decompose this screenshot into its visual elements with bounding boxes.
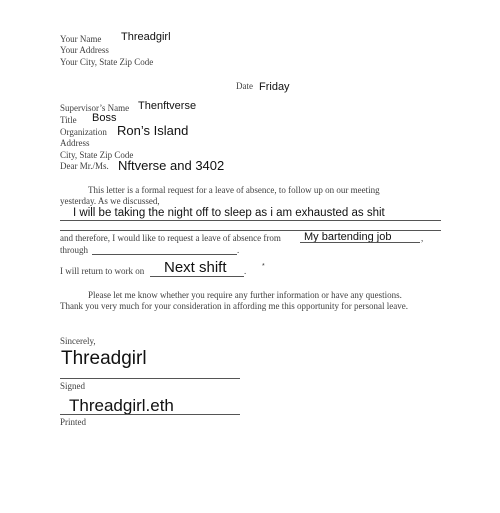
return-tail: . — [244, 266, 247, 276]
signature-line — [60, 378, 240, 379]
through-label: through — [60, 245, 88, 255]
supervisor-name-label: Supervisor’s Name — [60, 103, 130, 113]
recipient-city-label: City, State Zip Code — [60, 150, 134, 160]
recipient-address-label: Address — [60, 138, 90, 148]
discussed-value[interactable]: I will be taking the night off to sleep as i am exhausted as shit — [73, 207, 385, 219]
salutation-label: Dear Mr./Ms. — [60, 161, 109, 171]
printed-label: Printed — [60, 417, 86, 427]
organization-label: Organization — [60, 127, 107, 137]
supervisor-name-value[interactable]: Thenftverse — [138, 100, 197, 112]
organization-value[interactable]: Ron’s Island — [117, 123, 189, 138]
request-tail: , — [421, 233, 424, 243]
title-value[interactable]: Boss — [92, 112, 117, 124]
sincerely-text: Sincerely, — [60, 336, 96, 346]
your-address-label: Your Address — [60, 45, 109, 55]
through-tail: . — [237, 245, 240, 255]
discussed-line-1 — [60, 220, 441, 221]
signature-value[interactable]: Threadgirl — [61, 348, 147, 369]
return-mark: * — [262, 263, 265, 270]
signed-label: Signed — [60, 381, 86, 391]
return-label: I will return to work on — [60, 266, 145, 276]
intro-line-2: yesterday. As we discussed, — [60, 196, 160, 206]
printed-line — [60, 414, 240, 415]
leave-from-line — [300, 242, 420, 243]
salutation-value[interactable]: Nftverse and 3402 — [118, 158, 225, 173]
title-label: Title — [60, 115, 77, 125]
leave-from-value[interactable]: My bartending job — [304, 231, 392, 243]
date-value[interactable]: Friday — [259, 81, 290, 93]
request-text: and therefore, I would like to request a leave of absence from — [60, 233, 281, 243]
closing-line-1: Please let me know whether you require any further information or have any questions. — [88, 290, 402, 300]
your-name-label: Your Name — [60, 34, 102, 44]
return-line — [150, 276, 244, 277]
through-line[interactable] — [92, 254, 237, 255]
return-value[interactable]: Next shift — [164, 259, 227, 276]
your-name-value[interactable]: Threadgirl — [121, 31, 171, 43]
closing-line-2: Thank you very much for your consideration in affording me this opportunity for personal leave. — [60, 301, 408, 311]
intro-line-1: This letter is a formal request for a leave of absence, to follow up on our meeting — [88, 185, 380, 195]
date-label: Date — [236, 81, 253, 91]
printed-name-value[interactable]: Threadgirl.eth — [69, 396, 174, 415]
your-city-label: Your City, State Zip Code — [60, 57, 154, 67]
